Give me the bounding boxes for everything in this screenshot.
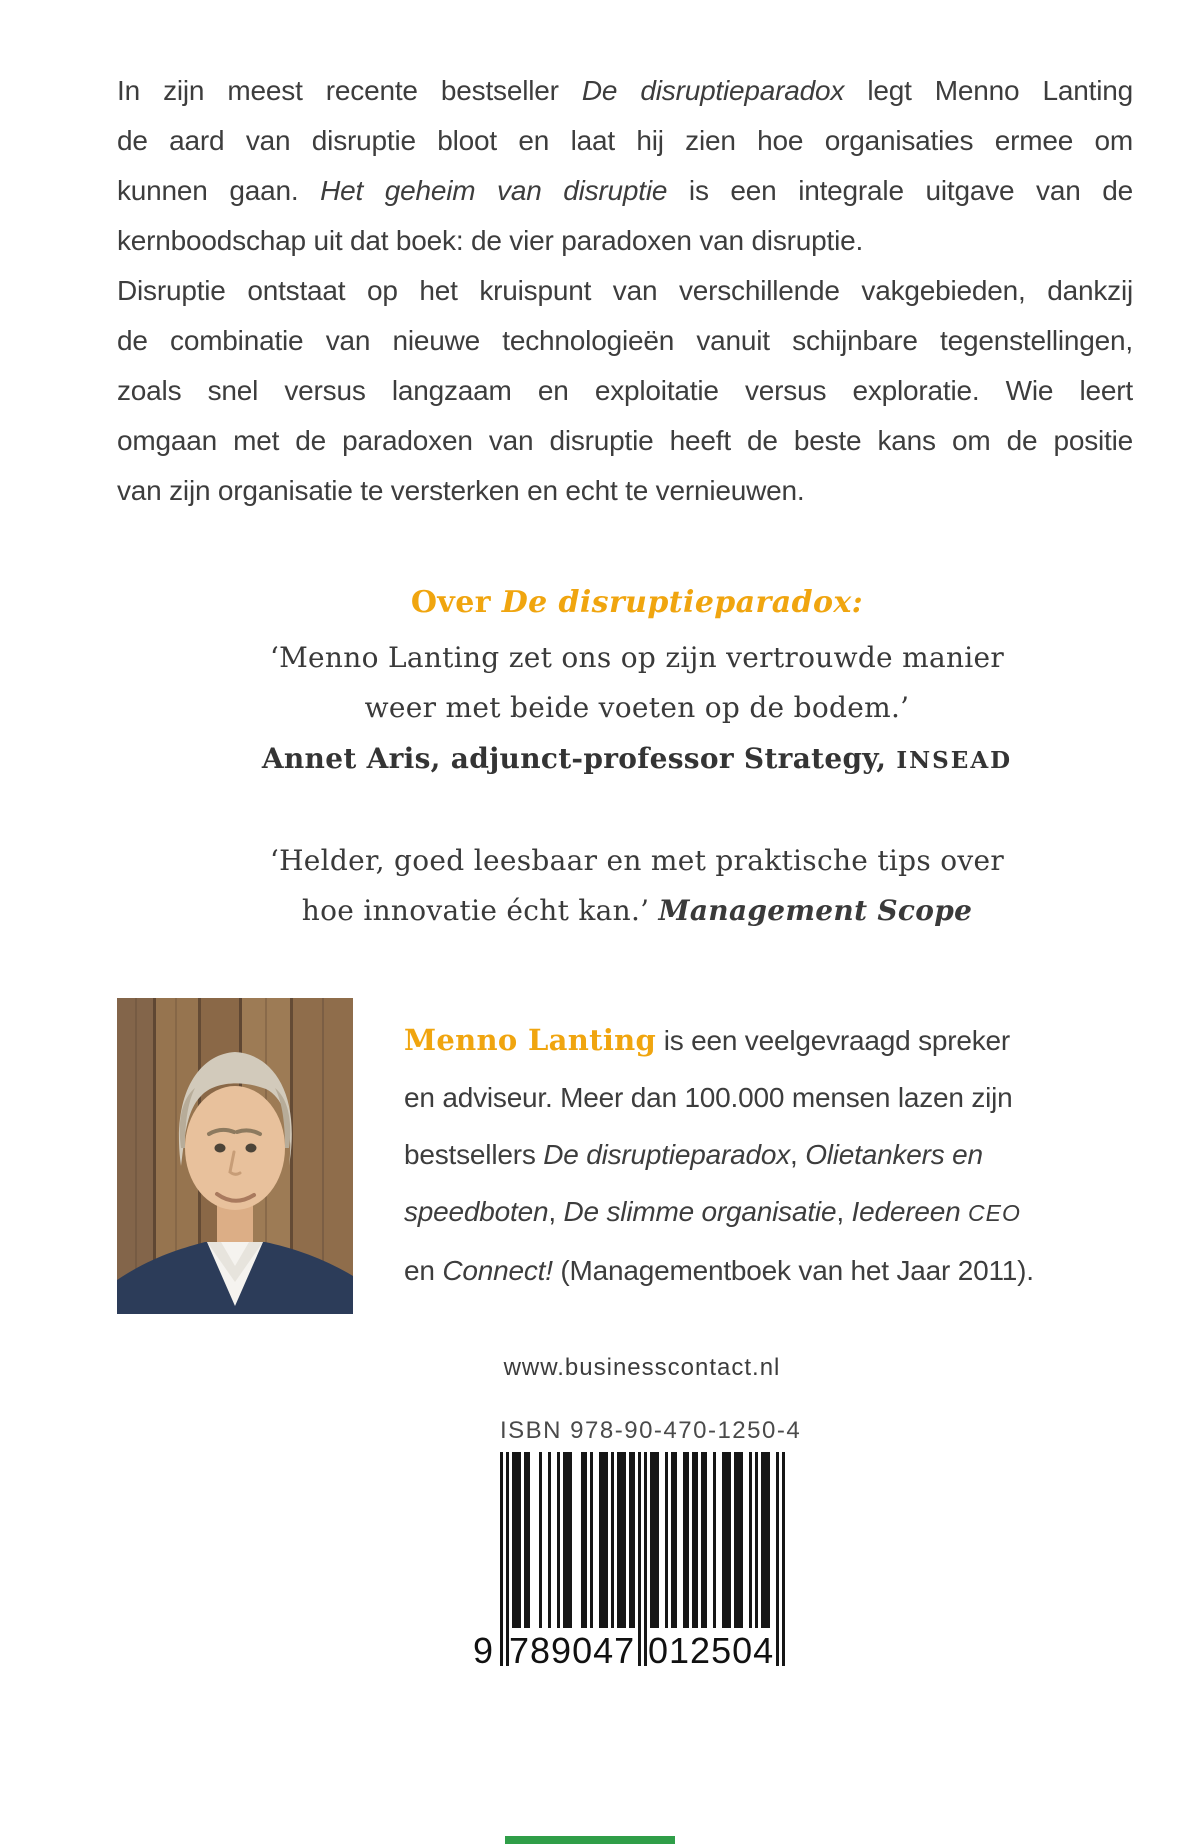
- intro-line: [117, 366, 1133, 416]
- barcode-bar: [665, 1452, 668, 1628]
- barcode-left-digits: 789047: [509, 1630, 636, 1671]
- barcode-bar: [686, 1452, 689, 1628]
- barcode-bar: [755, 1452, 758, 1628]
- intro-line: [117, 116, 1133, 166]
- quote2-line1: [117, 844, 1157, 877]
- reviews-heading-book-title: De disruptieparadox:: [501, 585, 864, 620]
- intro-line: [117, 266, 1133, 316]
- intro-text: legt Menno Lanting: [844, 75, 1133, 106]
- intro-text: Disruptie ontstaat op het kruispunt van verschillende vakgebieden, dankzij: [117, 275, 1133, 306]
- attribution-name: Annet Aris, adjunct-professor Strategy,: [261, 742, 897, 775]
- bio-text: ,: [836, 1196, 852, 1227]
- quote-text: ‘Menno Lanting zet ons op zijn vertrouwde manier: [269, 641, 1005, 674]
- bio-text: en: [404, 1255, 443, 1286]
- reviews-heading: [117, 585, 1157, 620]
- intro-paragraph: [117, 66, 1133, 516]
- attribution-org: INSEAD: [896, 747, 1013, 774]
- barcode-bar: [740, 1452, 743, 1628]
- bio-text: bestsellers: [404, 1139, 544, 1170]
- barcode-bar: [590, 1452, 593, 1628]
- book-title-italic: De slimme organisatie: [563, 1196, 837, 1227]
- website-text: www.businesscontact.nl: [503, 1354, 781, 1381]
- quote2-source: Management Scope: [658, 894, 973, 927]
- bio-text: ,: [790, 1139, 806, 1170]
- quote1-line2: [117, 691, 1157, 724]
- barcode-bar: [713, 1452, 716, 1628]
- barcode-bar: [611, 1452, 614, 1628]
- quote2-line2: [117, 894, 1157, 927]
- barcode-bar: [767, 1452, 770, 1628]
- book-title-smallcaps: CEO: [968, 1200, 1021, 1226]
- bio-line: [404, 1126, 1104, 1183]
- barcode-bar: [518, 1452, 521, 1628]
- quote1-line1: [117, 641, 1157, 674]
- ean-barcode: [472, 1452, 785, 1671]
- intro-text: kunnen gaan.: [117, 175, 321, 206]
- barcode-bar: [638, 1452, 641, 1666]
- barcode-bar: [584, 1452, 587, 1628]
- intro-text: omgaan met de paradoxen van disruptie heeft de beste kans om de positie: [117, 425, 1133, 456]
- intro-text: de combinatie van nieuwe technologieën vanuit schijnbare tegenstellingen,: [117, 325, 1133, 356]
- quote-text: ‘Helder, goed leesbaar en met praktische tips over: [269, 844, 1005, 877]
- author-portrait-illustration: [117, 998, 353, 1314]
- intro-text: kernboodschap uit dat boek: de vier paradoxen van disruptie.: [117, 225, 864, 256]
- barcode-bar: [776, 1452, 779, 1666]
- bio-paragraph: [404, 1012, 1104, 1299]
- intro-line: [117, 66, 1133, 116]
- barcode-bar: [704, 1452, 707, 1628]
- bio-text: ,: [548, 1196, 564, 1227]
- book-title-italic: De disruptieparadox: [543, 1139, 791, 1170]
- intro-line: [117, 166, 1133, 216]
- reviews-heading-prefix: Over: [410, 585, 502, 620]
- quote-text: hoe innovatie écht kan.’: [301, 894, 659, 927]
- barcode-right-digits: 012504: [648, 1630, 775, 1671]
- barcode-bar: [782, 1452, 785, 1666]
- barcode-bar: [674, 1452, 677, 1628]
- barcode-bar: [749, 1452, 752, 1628]
- book-title-italic: De disruptieparadox: [581, 75, 845, 106]
- intro-line: [117, 216, 1133, 266]
- barcode-bar: [605, 1452, 608, 1628]
- bio-line: [404, 1183, 1104, 1242]
- book-title-italic: Olietankers en: [805, 1139, 983, 1170]
- bio-text: en adviseur. Meer dan 100.000 mensen lazen zijn: [404, 1082, 1013, 1113]
- book-title-italic: Het geheim van disruptie: [320, 175, 668, 206]
- barcode-bar: [500, 1452, 503, 1666]
- quote-text: weer met beide voeten op de bodem.’: [364, 691, 910, 724]
- barcode-bar: [569, 1452, 572, 1628]
- barcode-bar: [656, 1452, 659, 1628]
- barcode-bar: [527, 1452, 530, 1628]
- quote1-attribution: [117, 742, 1157, 775]
- barcode-bar: [644, 1452, 647, 1666]
- intro-line: [117, 316, 1133, 366]
- intro-text: van zijn organisatie te versterken en echt te vernieuwen.: [117, 475, 805, 506]
- spine-color-strip: [505, 1836, 675, 1844]
- intro-line: [117, 416, 1133, 466]
- intro-text: zoals snel versus langzaam en exploitatie versus exploratie. Wie leert: [117, 375, 1133, 406]
- author-photo: [117, 998, 353, 1314]
- website-url: [117, 1354, 1167, 1382]
- barcode-bar: [539, 1452, 542, 1628]
- bio-line: [404, 1069, 1104, 1126]
- bio-line: [404, 1012, 1104, 1069]
- intro-text: In zijn meest recente bestseller: [117, 75, 582, 106]
- bio-text: is een veelgevraagd spreker: [656, 1025, 1011, 1056]
- intro-text: is een integrale uitgave van de: [667, 175, 1133, 206]
- isbn-label: ISBN 978-90-470-1250-4: [500, 1417, 802, 1444]
- barcode-bar: [632, 1452, 635, 1628]
- barcode-bar: [728, 1452, 731, 1628]
- barcode-bar: [557, 1452, 560, 1628]
- barcode-bar: [548, 1452, 551, 1628]
- barcode-bar: [623, 1452, 626, 1628]
- bio-line: [404, 1242, 1104, 1299]
- book-title-italic: speedboten: [404, 1196, 549, 1227]
- intro-line: [117, 466, 1133, 516]
- book-title-italic: Iedereen: [851, 1196, 969, 1227]
- intro-text: de aard van disruptie bloot en laat hij zien hoe organisaties ermee om: [117, 125, 1133, 156]
- barcode-bar: [695, 1452, 698, 1628]
- book-title-italic: Connect!: [442, 1255, 553, 1286]
- barcode-first-digit: 9: [472, 1630, 494, 1671]
- author-name: Menno Lanting: [404, 1023, 657, 1057]
- bio-text: (Managementboek van het Jaar 2011).: [552, 1255, 1034, 1286]
